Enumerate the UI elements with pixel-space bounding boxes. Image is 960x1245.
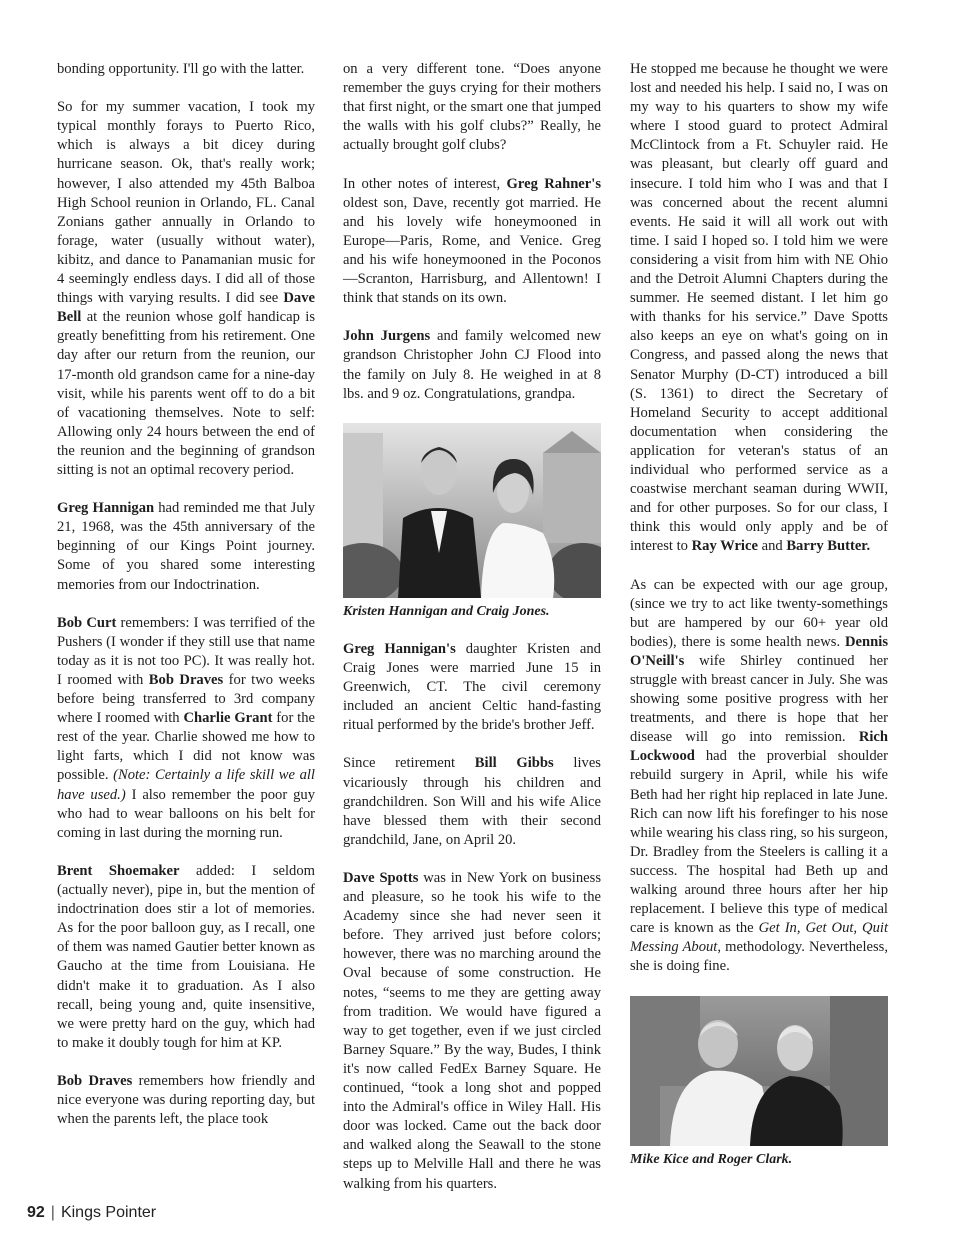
- page-footer: [27, 1204, 156, 1222]
- page-number: 92: [27, 1204, 45, 1221]
- paragraph: Since retirement Bill Gibbs lives vicariously through his children and grandchildren. Son Will and his wife Alice have blessed them with their second grandchild, Jane, on April 20.: [343, 755, 601, 848]
- article-column-3: [630, 60, 888, 1188]
- paragraph: As can be expected with our age group, (since we try to act like twenty-somethings but are hampered by our 60+ year old bodies), there is some health news. Dennis O'Neill's wife Shirley continued her struggle with breast cancer in July. She was showing some positive progress with her treatments, and there is hope that her disease will go into remission. Rich Lockwood had the proverbial shoulder rebuild surgery in April, while his wife Beth had her right hip replaced in late June. Rich can now lift his forefinger to his nose while wearing his class ring, so his surgeon, Dr. Bradley from the Steelers is calling it a success. The hospital had Beth up and walking around three hours after her hip replacement. I believe this type of medical care is known as the Get In, Get Out, Quit Messing About, methodology. Nevertheless, she is doing fine.: [630, 576, 889, 975]
- article-column-1: [57, 60, 315, 1148]
- photo-caption: Mike Kice and Roger Clark.: [630, 1151, 793, 1167]
- paragraph: Greg Hannigan had reminded me that July 21, 1968, was the 45th anniversary of the beginning of our Kings Point journey. Some of you shared some interesting memories from our Indoctrination.: [57, 500, 315, 593]
- paragraph: In other notes of interest, Greg Rahner's oldest son, Dave, recently got married. He and his lovely wife honeymooned in Europe—Paris, Rome, and Venice. Greg and his wife honeymooned in the Poconos—Scranton, Harrisburg, and Allentown! I think that stands on its own.: [343, 175, 601, 307]
- paragraph: Dave Spotts was in New York on business and pleasure, so he took his wife to the Academy since she had never seen it before. They arrived just before colors; however, there was no marching around the Oval because of some construction. He notes, “seems to me they are getting away from tradition. We would have figured a way to get together, even if we just circled Barney Square.” By the way, Budes, I think it's now called FedEx Barney Square. He continued, “took a long shot and popped into the Admiral's office in Wiley Hall. His door was locked. Came out the back door and walked along the Seawall to the stone steps up to Melville Hall and there he was walking from his quarters.: [343, 870, 601, 1192]
- article-column-2: [343, 60, 601, 1213]
- paragraph: Bob Curt remembers: I was terrified of the Pushers (I wonder if they still use that name today as it is not too PC). It was really hot. I roomed with Bob Draves for two weeks before being transferred to 3rd company where I roomed with Charlie Grant for the rest of the year. Charlie showed me how to light farts, which I did not know was possible. (Note: Certainly a life skill we all have used.) I also remember the poor guy who had to wear balloons on his belt for coming in last during the morning run.: [57, 614, 315, 841]
- footer-separator: |: [50, 1204, 55, 1221]
- alumni-photo: [630, 996, 888, 1146]
- paragraph: Bob Draves remembers how friendly and nice everyone was during reporting day, but when the parents left, the place took: [57, 1072, 315, 1128]
- paragraph: Greg Hannigan's daughter Kristen and Craig Jones were married June 15 in Greenwich, CT. The civil ceremony included an ancient Celtic hand-fasting ritual performed by the bride's brother Jeff.: [343, 640, 601, 734]
- paragraph: John Jurgens and family welcomed new grandson Christopher John CJ Flood into the family on July 8. He weighed in at 8 lbs. and 9 oz. Congratulations, grandpa.: [343, 328, 601, 402]
- paragraph: He stopped me because he thought we were lost and needed his help. I said no, I was on my way to his quarters to show my wife where I stood guard to protect Admiral McClintock from a Ft. Schuyler raid. He was pleasant, but clearly off guard and insecure. I told him who I was and that I was concerned about the recent alumni events. He said it will all work out with time. I said I hoped so. I told him we were considering a visit from him with NE Ohio and the Detroit Alumni Chapters during the summer. He seemed distant. I let him go with thanks for his service.” Dave Spotts also keeps an eye on what's going on in Congress, and passed along the news that Senator Murphy (D-CT) introduced a bill (S. 1361) to direct the Secretary of Homeland Security to accept additional documentation when considering the application for veteran's status of an individual who performed service as a coastwise merchant seaman during WWII, and for other purposes. So for our class, I think this would only apply and be of interest to Ray Wrice and Barry Butter.: [630, 61, 888, 555]
- paragraph: bonding opportunity. I'll go with the latter.: [57, 61, 305, 77]
- photo-caption: Kristen Hannigan and Craig Jones.: [343, 603, 550, 619]
- paragraph: on a very different tone. “Does anyone remember the guys crying for their mothers that first night, or the smart one that jumped the walls with his golf clubs?” Really, he actually brought golf clubs?: [343, 61, 601, 154]
- wedding-photo: [343, 423, 601, 598]
- publication-name: Kings Pointer: [60, 1204, 157, 1221]
- paragraph: Brent Shoemaker added: I seldom (actually never), pipe in, but the mention of indoctrination does stir a lot of memories. As for the poor balloon guy, as I recall, one of them was named Gautier better known as Gaucho at the time from Louisiana. He didn't make it to graduation. As I also recall, being young and, quite insensitive, we were pretty hard on the guy, which had to make it doubly tough for him at KP.: [57, 862, 315, 1051]
- paragraph: So for my summer vacation, I took my typical monthly forays to Puerto Rico, which is always a bit dicey during hurricane season. Ok, that's really work; however, I also attended my 45th Balboa High School reunion in Orlando, FL. Canal Zonians gather annually in Orlando to forage, water (usually without water), kibitz, and dance to Panamanian music for 4 seemingly endless days. I did all of those things with varying results. I did see Dave Bell at the reunion whose golf handicap is greatly benefitting from his retirement. One day after our return from the reunion, our 17-month old grandson came for a nine-day visit, while his parents went off to do a bit of vacationing themselves. Note to self: Allowing only 24 hours between the end of the reunion and the beginning of grandson sitting is not an optimal recovery period.: [57, 99, 315, 478]
